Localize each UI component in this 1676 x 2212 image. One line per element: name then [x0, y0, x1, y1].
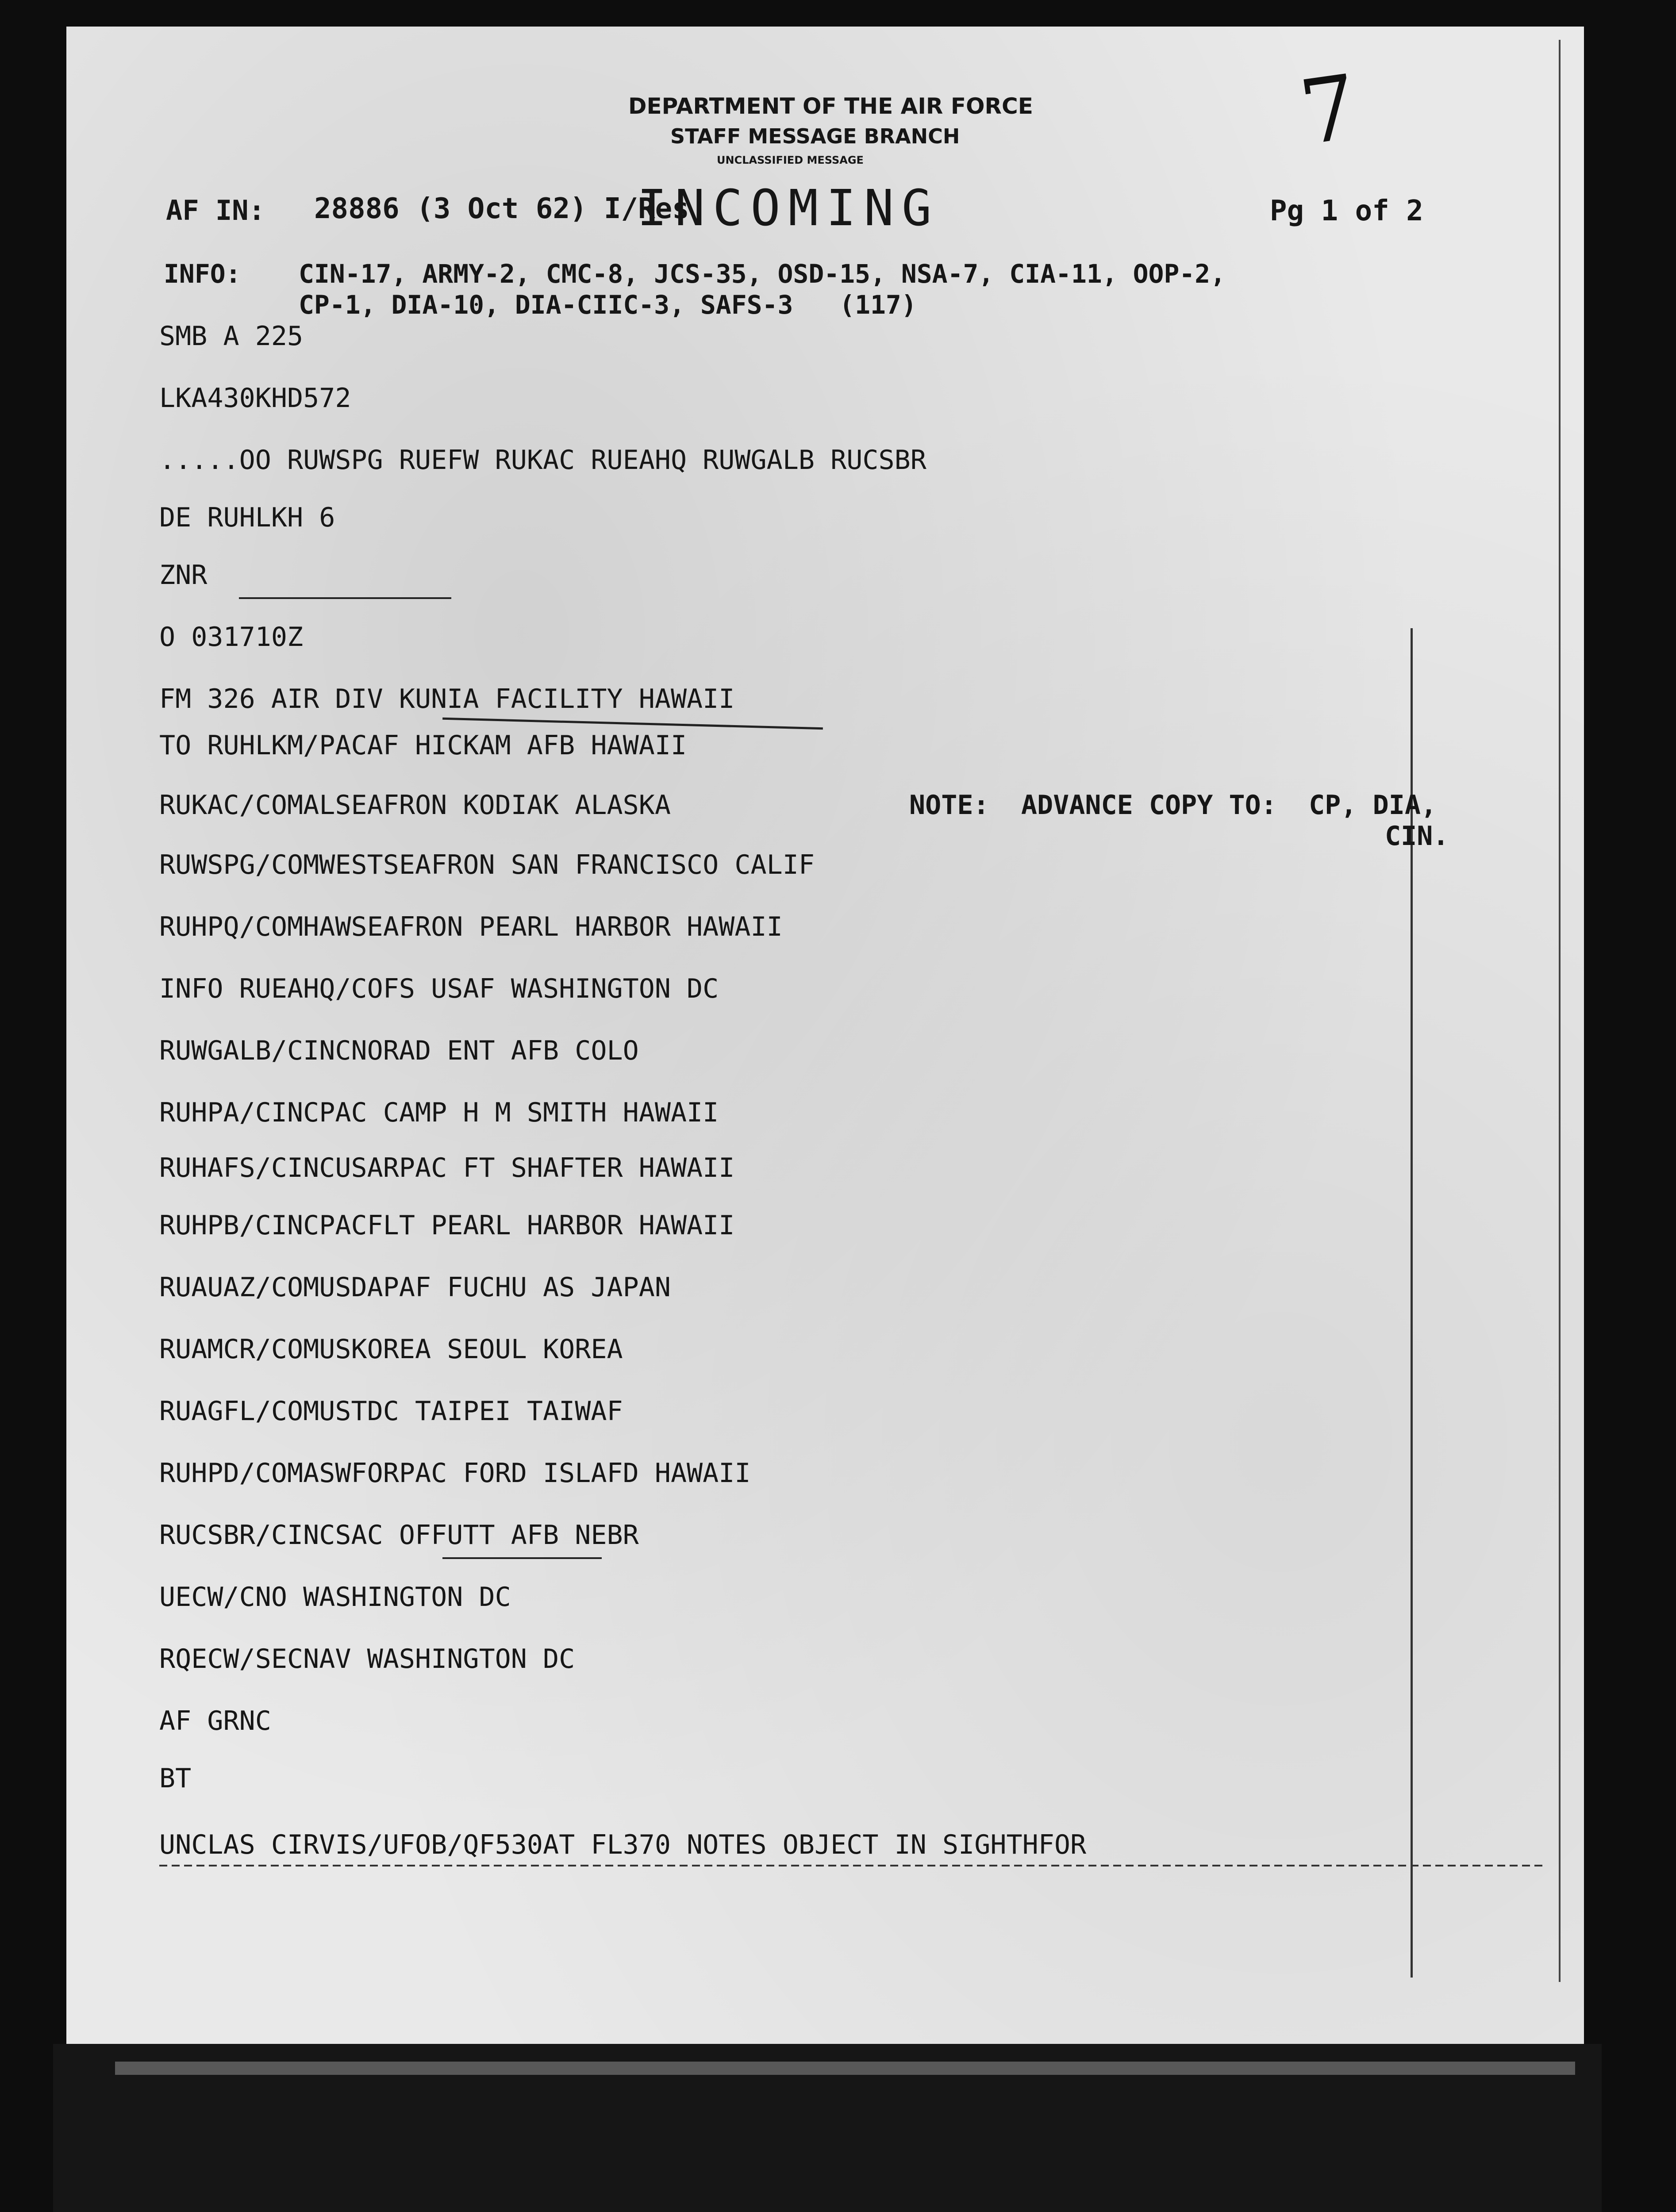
message-line: LKA430KHD572 [159, 383, 351, 414]
message-line: TO RUHLKM/PACAF HICKAM AFB HAWAII [159, 730, 687, 761]
af-in-value: 28886 (3 Oct 62) I/Res [314, 192, 689, 225]
message-line: ZNR [159, 560, 208, 591]
advance-copy-note-cont: CIN. [1385, 821, 1449, 852]
page-edge-strip [115, 2062, 1575, 2075]
handwritten-page-number: 7 [1294, 55, 1364, 165]
message-line: FM 326 AIR DIV KUNIA FACILITY HAWAII [159, 684, 735, 714]
message-line: RQECW/SECNAV WASHINGTON DC [159, 1644, 575, 1674]
advance-copy-note: NOTE: ADVANCE COPY TO: CP, DIA, [909, 790, 1437, 821]
info-distribution-line-2: CP-1, DIA-10, DIA-CIIC-3, SAFS-3 (117) [299, 290, 917, 320]
message-line: RUHAFS/CINCUSARPAC FT SHAFTER HAWAII [159, 1152, 735, 1183]
af-in-label: AF IN: [166, 194, 265, 227]
message-line: RUHPA/CINCPAC CAMP H M SMITH HAWAII [159, 1097, 719, 1128]
message-line: RUAGFL/COMUSTDC TAIPEI TAIWAF [159, 1396, 623, 1427]
page-right-edge [1559, 40, 1561, 1982]
page-count: Pg 1 of 2 [1270, 195, 1423, 227]
message-line: RUAUAZ/COMUSDAPAF FUCHU AS JAPAN [159, 1272, 671, 1303]
header-branch: STAFF MESSAGE BRANCH [670, 124, 960, 148]
message-line: .....OO RUWSPG RUEFW RUKAC RUEAHQ RUWGALB RUCSBR [159, 445, 926, 476]
message-line: INFO RUEAHQ/COFS USAF WASHINGTON DC [159, 973, 719, 1004]
message-line: UNCLAS CIRVIS/UFOB/QF530AT FL370 NOTES OBJECT IN SIGHTHFOR [159, 1829, 1087, 1860]
message-line: AF GRNC [159, 1705, 271, 1736]
message-line: RUHPB/CINCPACFLT PEARL HARBOR HAWAII [159, 1210, 735, 1241]
message-line: RUAMCR/COMUSKOREA SEOUL KOREA [159, 1334, 623, 1365]
underline-mark [239, 597, 451, 599]
message-line: RUWGALB/CINCNORAD ENT AFB COLO [159, 1035, 639, 1066]
message-line: RUKAC/COMALSEAFRON KODIAK ALASKA [159, 790, 671, 821]
info-label: INFO: [164, 259, 241, 289]
incoming-title: INCOMING [637, 180, 940, 237]
info-distribution-line-1: CIN-17, ARMY-2, CMC-8, JCS-35, OSD-15, NSA-7, CIA-11, OOP-2, [299, 259, 1226, 289]
dashed-bottom-rule [159, 1865, 1544, 1866]
header-classification: UNCLASSIFIED MESSAGE [717, 154, 864, 166]
message-line: SMB A 225 [159, 321, 304, 352]
message-line: DE RUHLKH 6 [159, 502, 335, 533]
message-line: BT [159, 1763, 192, 1794]
message-line: RUHPD/COMASWFORPAC FORD ISLAFD HAWAII [159, 1458, 751, 1489]
message-line: RUHPQ/COMHAWSEAFRON PEARL HARBOR HAWAII [159, 911, 783, 942]
underline-mark [442, 1557, 602, 1559]
message-line: RUCSBR/CINCSAC OFFUTT AFB NEBR [159, 1520, 639, 1551]
message-line: UECW/CNO WASHINGTON DC [159, 1582, 511, 1613]
message-line: O 031710Z [159, 622, 304, 653]
header-department: DEPARTMENT OF THE AIR FORCE [628, 93, 1033, 119]
message-line: RUWSPG/COMWESTSEAFRON SAN FRANCISCO CALIF [159, 849, 815, 880]
